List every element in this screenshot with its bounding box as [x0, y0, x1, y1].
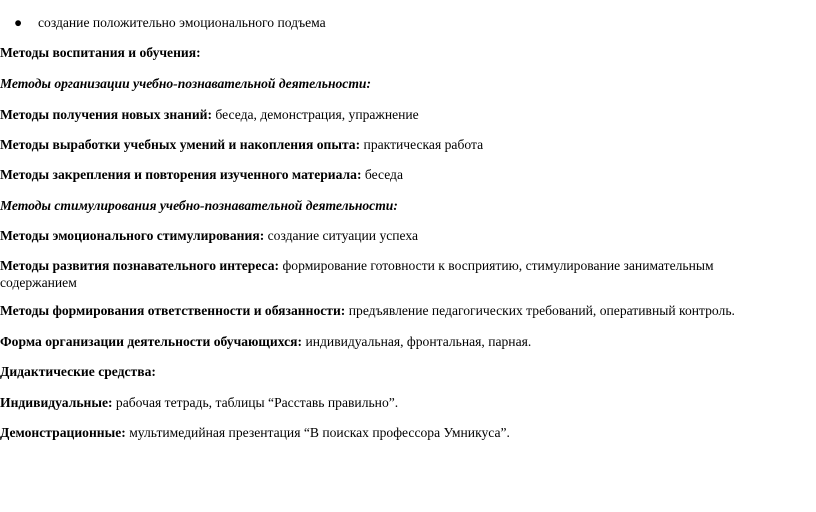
line-label: Форма организации деятельности обучающихся: — [0, 334, 303, 349]
line-label: Дидактические средства: — [0, 364, 156, 379]
line-skills — [0, 136, 790, 153]
line-individual — [0, 394, 790, 411]
line-label: Методы эмоционального стимулирования: — [0, 228, 265, 243]
heading-didactic — [0, 363, 790, 380]
heading-methods-stimulation — [0, 197, 790, 214]
line-text: беседа — [361, 167, 403, 182]
heading-methods-organization — [0, 75, 790, 92]
line-text: рабочая тетрадь, таблицы “Расставь правильно”. — [112, 395, 399, 410]
line-text: формирование готовности к восприятию, стимулирование занимательным содержанием — [0, 258, 714, 290]
line-demonstration — [0, 424, 790, 441]
line-label: Методы воспитания и обучения: — [0, 45, 201, 60]
line-emotional — [0, 227, 790, 244]
line-consolidation — [0, 166, 790, 183]
line-text: мультимедийная презентация “В поисках профессора Умникуса”. — [125, 425, 510, 440]
heading-methods-upbringing — [0, 44, 790, 61]
line-label: Методы выработки учебных умений и накопления опыта: — [0, 137, 361, 152]
line-label: Методы стимулирования учебно-познавательной деятельности: — [0, 198, 398, 213]
line-text: беседа, демонстрация, упражнение — [212, 107, 419, 122]
line-responsibility — [0, 302, 790, 319]
line-label: Методы закрепления и повторения изученного материала: — [0, 167, 362, 182]
bullet-marker: ● — [14, 15, 23, 30]
bullet-text: создание положительно эмоционального подъема — [38, 15, 326, 30]
line-text: практическая работа — [360, 137, 484, 152]
line-form — [0, 333, 790, 350]
line-new-knowledge — [0, 106, 790, 123]
line-text: индивидуальная, фронтальная, парная. — [302, 334, 532, 349]
line-label: Методы получения новых знаний: — [0, 107, 213, 122]
line-text: создание ситуации успеха — [264, 228, 419, 243]
line-text: предъявление педагогических требований, оперативный контроль. — [345, 303, 735, 318]
line-label: Индивидуальные: — [0, 395, 113, 410]
bullet-item — [14, 14, 326, 31]
line-label: Методы формирования ответственности и обязанности: — [0, 303, 346, 318]
line-label: Методы развития познавательного интереса: — [0, 258, 280, 273]
line-label: Методы организации учебно-познавательной деятельности: — [0, 76, 371, 91]
line-interest — [0, 257, 790, 291]
line-label: Демонстрационные: — [0, 425, 126, 440]
